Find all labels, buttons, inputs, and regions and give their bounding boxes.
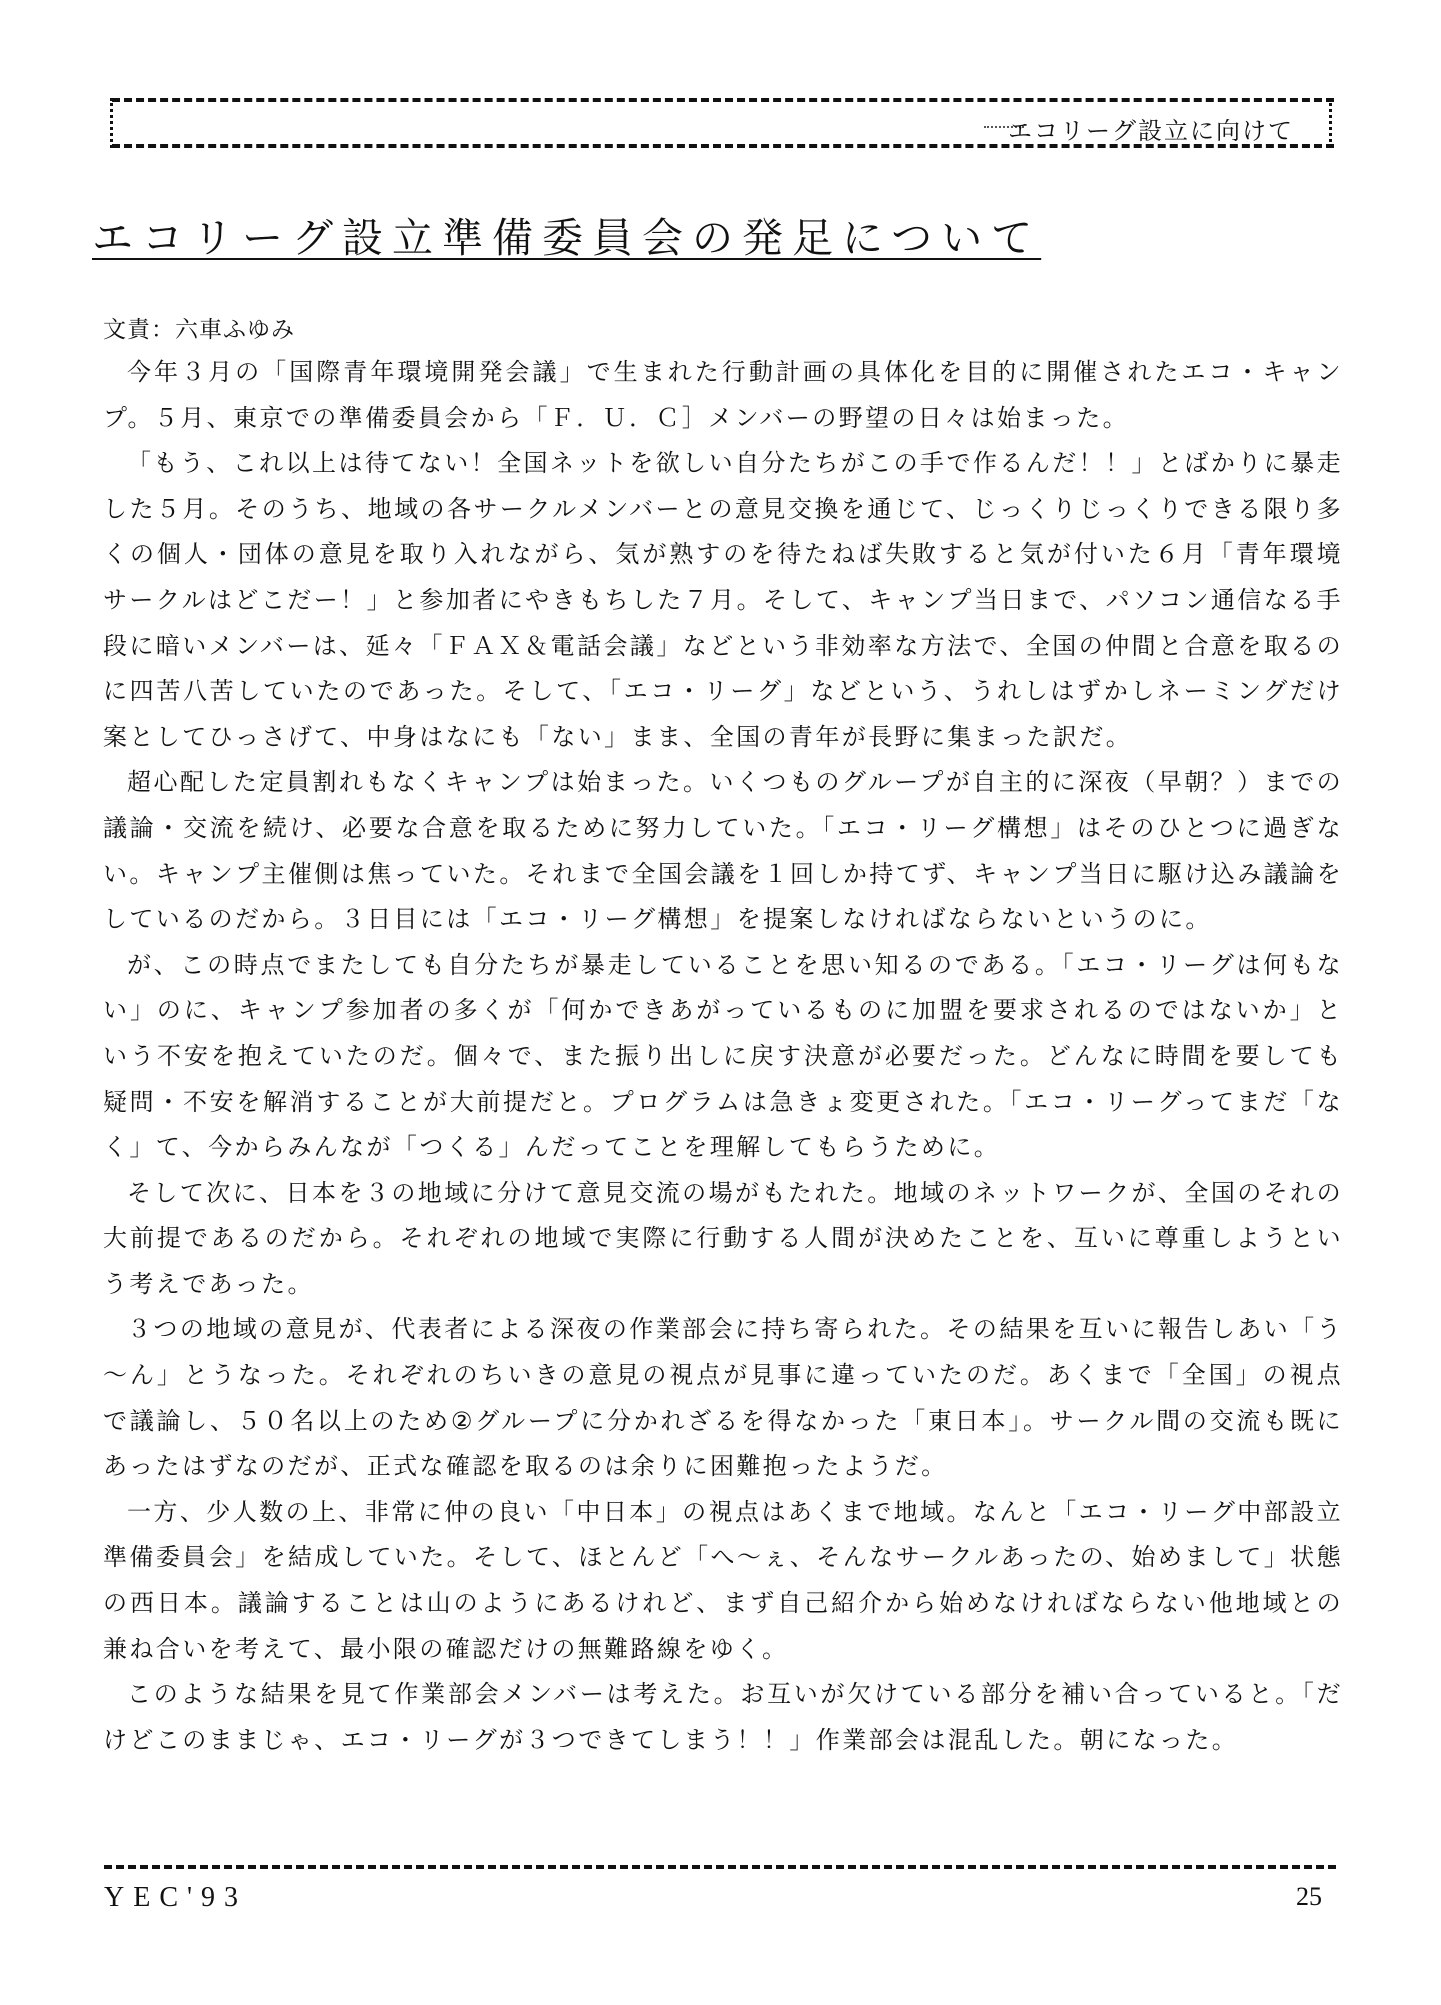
article-byline: 文責：六車ふゆみ (103, 317, 295, 343)
article-title: エコリーグ設立準備委員会の発足について (92, 214, 1042, 262)
paragraph: そして次に、日本を３の地域に分けて意見交流の場がもたれた。地域のネットワークが、全国のそれの大前提であるのだから。それぞれの地域で実際に行動する人間が決めたことを、互いに尊重しようという考えであった。 (103, 1178, 1343, 1298)
header-box-right-edge (1329, 98, 1336, 148)
paragraph: このような結果を見て作業部会メンバーは考えた。お互いが欠けている部分を補い合っていると。「だけどこのままじゃ、エコ・リーグが３つできてしまう！！」作業部会は混乱した。朝になった。 (103, 1680, 1343, 1754)
section-header-box (112, 98, 1334, 148)
section-header-label: エコリーグ設立に向けて (1008, 117, 1294, 145)
paragraph: 今年３月の「国際青年環境開発会議」で生まれた行動計画の具体化を目的に開催されたエコ・キャンプ。５月、東京での準備委員会から「Ｆ．Ｕ．Ｃ］メンバーの野望の日々は始まった。 (103, 358, 1343, 432)
paragraph: 一方、少人数の上、非常に仲の良い「中日本」の視点はあくまで地域。なんと「エコ・リーグ中部設立準備委員会」を結成していた。そして、ほとんど「へ～ぇ、そんなサークルあったの、始めまして」状態の西日本。議論することは山のようにあるけれど、まず自己紹介から始めなければならない他地域との兼ね合いを考えて、最小限の確認だけの無難路線をゆく。 (103, 1497, 1343, 1663)
article-body (103, 350, 1343, 1763)
paragraph: ３つの地域の意見が、代表者による深夜の作業部会に持ち寄られた。その結果を互いに報告しあい「う～ん」とうなった。それぞれのちいきの意見の視点が見事に違っていたのだ。あくまで「全国」の視点で議論し、５０名以上のため②グループに分かれざるを得なかった「東日本」。サークル間の交流も既にあったはずなのだが、正式な確認を取るのは余りに困難抱ったようだ。 (103, 1315, 1343, 1481)
footer-divider (104, 1865, 1336, 1869)
publication-name: YEC'93 (104, 1882, 248, 1913)
header-box-left-edge (110, 98, 117, 148)
paragraph: 「もう、これ以上は待てない！全国ネットを欲しい自分たちがこの手で作るんだ！！」とばかりに暴走した５月。そのうち、地域の各サークルメンバーとの意見交換を通じて、じっくりじっくりできる限り多くの個人・団体の意見を取り入れながら、気が熟すのを待たねば失敗すると気が付いた６月「青年環境サークルはどこだー！」と参加者にやきもちした７月。そして、キャンプ当日まで、パソコン通信なる手段に暗いメンバーは、延々「ＦＡＸ＆電話会議」などという非効率な方法で、全国の仲間と合意を取るのに四苦八苦していたのであった。そして、「エコ・リーグ」などという、うれしはずかしネーミングだけ案としてひっさげて、中身はなにも「ない」まま、全国の青年が長野に集まった訳だ。 (103, 449, 1343, 751)
paragraph: が、この時点でまたしても自分たちが暴走していることを思い知るのである。「エコ・リーグは何もない」のに、キャンプ参加者の多くが「何かできあがっているものに加盟を要求されるのではないか」という不安を抱えていたのだ。個々で、また振り出しに戻す決意が必要だった。どんなに時間を要しても疑問・不安を解消することが大前提だと。プログラムは急きょ変更された。「エコ・リーグってまだ「なく」て、今からみんなが「つくる」んだってことを理解してもらうために。 (103, 950, 1343, 1162)
paragraph: 超心配した定員割れもなくキャンプは始まった。いくつものグループが自主的に深夜（早朝？）までの議論・交流を続け、必要な合意を取るために努力していた。「エコ・リーグ構想」はそのひとつに過ぎない。キャンプ主催側は焦っていた。それまで全国会議を１回しか持てず、キャンプ当日に駆け込み議論をしているのだから。３日目には「エコ・リーグ構想」を提案しなければならないというのに。 (103, 768, 1343, 934)
page-number: 25 (1296, 1882, 1322, 1911)
